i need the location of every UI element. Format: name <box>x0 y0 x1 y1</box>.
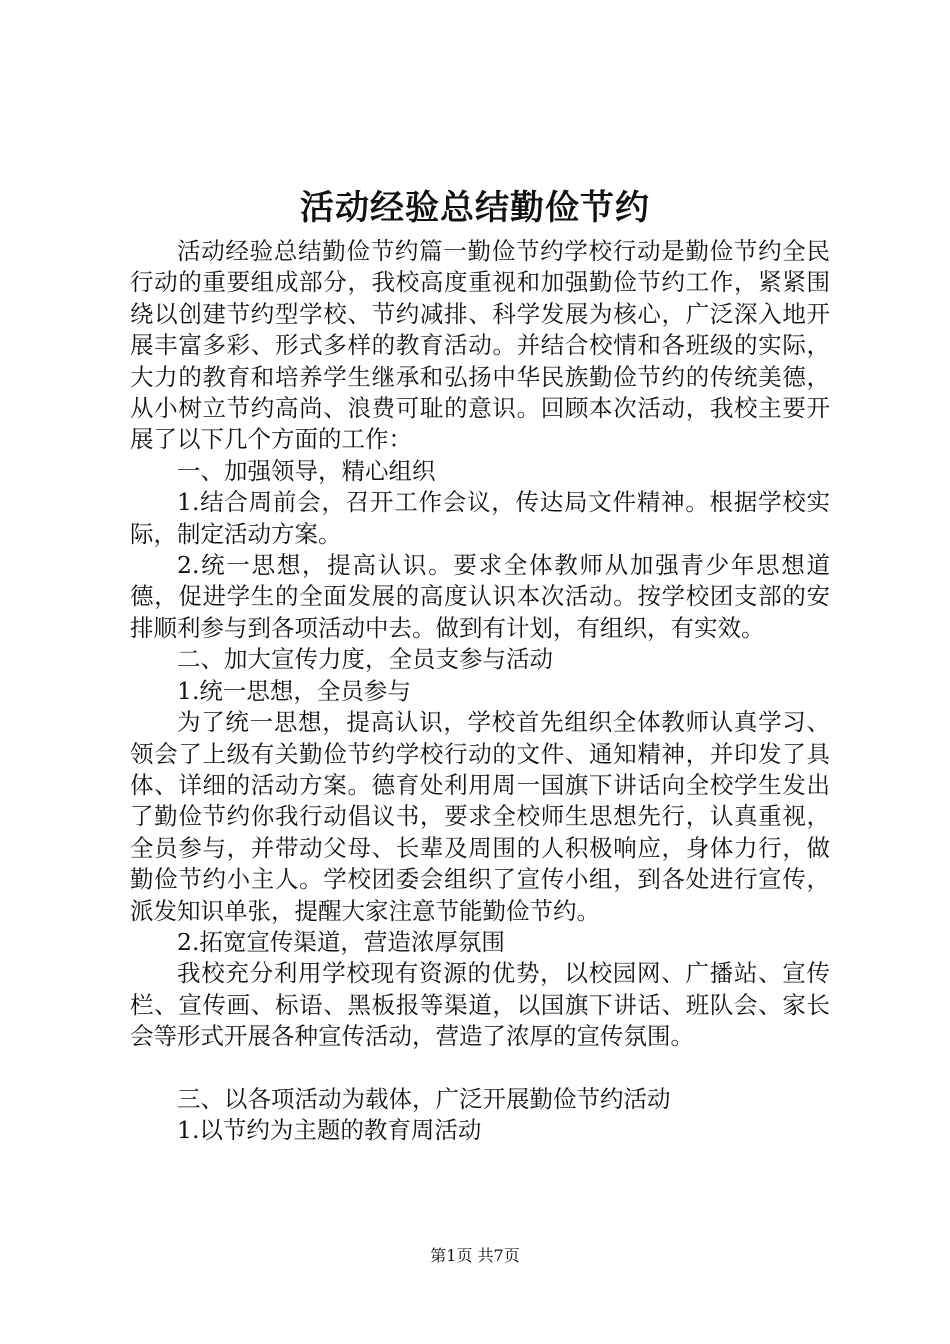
subheading-2-2: 2.拓宽宣传渠道，营造浓厚氛围 <box>177 927 505 956</box>
paragraph-2-1: 为了统一思想，提高认识，学校首先组织全体教师认真学习、领会了上级有关勤俭节约学校行动的文件、通知精神，并印发了具体、详细的活动方案。德育处利用周一国旗下讲话向全校学生发出了勤俭节约你我行动倡议书，要求全校师生思想先行，认真重视，全员参与，并带动父母、长辈及周围的人积极响应，身体力行，做勤俭节约小主人。学校团委会组织了宣传小组，到各处进行宣传，派发知识单张，提醒大家注意节能勤俭节约。 <box>130 708 830 925</box>
subheading-3-1: 1.以节约为主题的教育周活动 <box>177 1116 482 1145</box>
paragraph-1-2: 2.统一思想，提高认识。要求全体教师从加强青少年思想道德，促进学生的全面发展的高度认识本次活动。按学校团支部的安排顺利参与到各项活动中去。做到有计划，有组织，有实效。 <box>130 551 830 642</box>
paragraph-2-2: 我校充分利用学校现有资源的优势，以校园网、广播站、宣传栏、宣传画、标语、黑板报等渠道，以国旗下讲话、班队会、家长会等形式开展各种宣传活动，营造了浓厚的宣传氛围。 <box>130 959 830 1051</box>
subheading-2-1: 1.统一思想，全员参与 <box>177 676 411 705</box>
page-number: 第1页 共7页 <box>430 1246 520 1265</box>
paragraph-1-1: 1.结合周前会，召开工作会议，传达局文件精神。根据学校实际，制定活动方案。 <box>130 488 830 548</box>
document-body <box>130 236 830 1147</box>
section-heading-3: 三、以各项活动为载体，广泛开展勤俭节约活动 <box>177 1084 671 1113</box>
section-heading-2: 二、加大宣传力度，全员支参与活动 <box>177 645 553 674</box>
paragraph-gap <box>130 1053 830 1084</box>
paragraph-intro: 活动经验总结勤俭节约篇一勤俭节约学校行动是勤俭节约全民行动的重要组成部分，我校高度重视和加强勤俭节约工作，紧紧围绕以创建节约型学校、节约减排、科学发展为核心，广泛深入地开展丰富多彩、形式多样的教育活动。并结合校情和各班级的实际，大力的教育和培养学生继承和弘扬中华民族勤俭节约的传统美德，从小树立节约高尚、浪费可耻的意识。回顾本次活动，我校主要开展了以下几个方面的工作： <box>130 237 830 454</box>
document-title: 活动经验总结勤俭节约 <box>300 188 650 228</box>
section-heading-1: 一、加强领导，精心组织 <box>177 456 436 485</box>
